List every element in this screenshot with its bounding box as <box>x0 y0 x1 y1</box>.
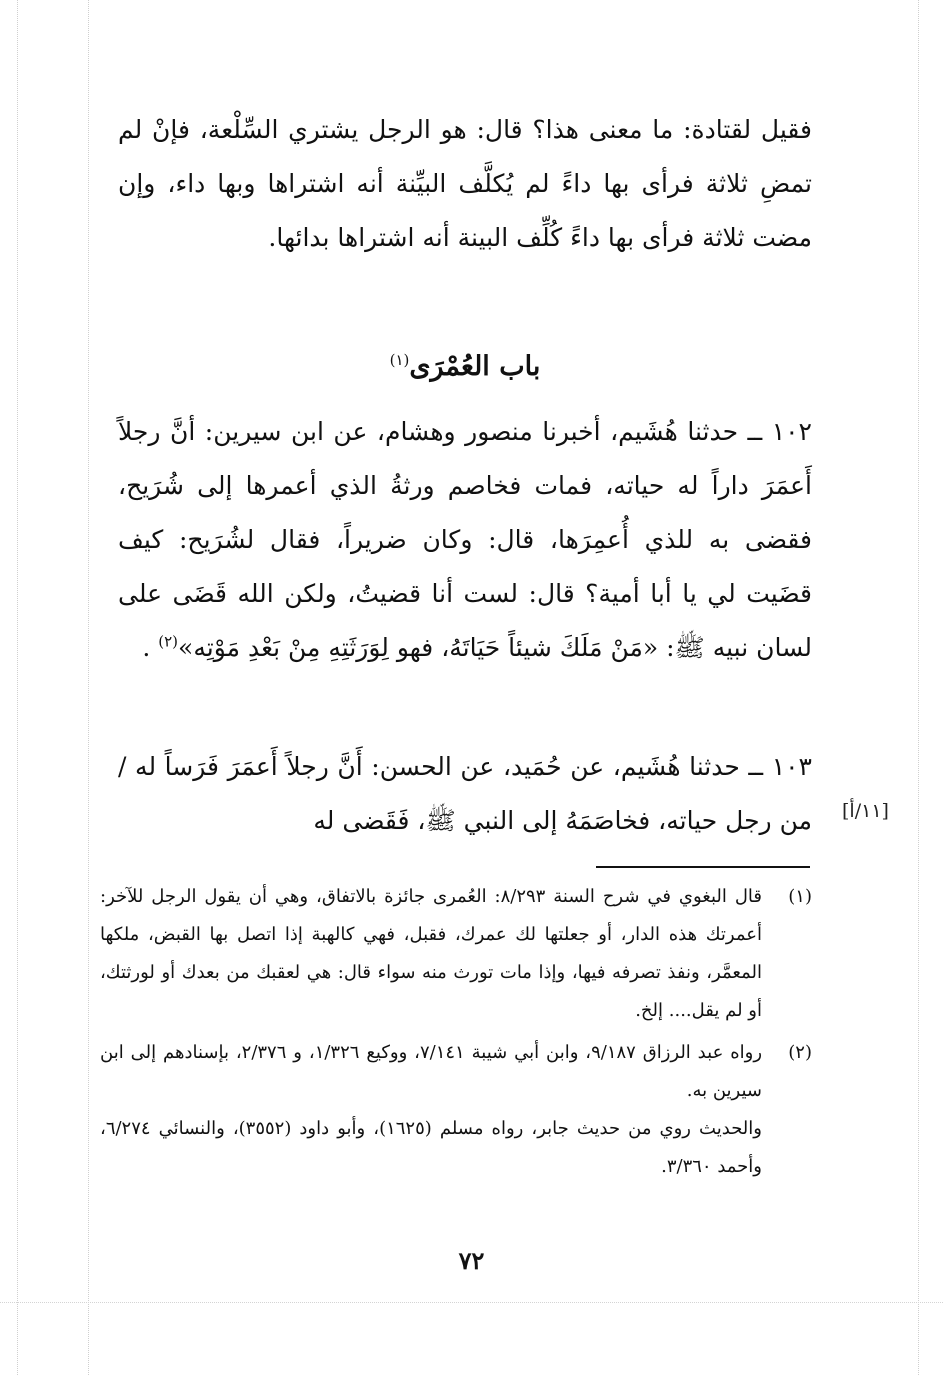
page-number: ٧٢ <box>458 1246 485 1275</box>
opening-paragraph-block <box>118 103 812 265</box>
hadith-102-text: ١٠٢ ــ حدثنا هُشَيم، أخبرنا منصور وهشام، عن ابن سيرين: أنَّ رجلاً أَعمَرَ داراً له حياته، فمات فخاصم ورثةُ الذي أعمرها إلى شُرَيح، فقضى به للذي أُعمِرَها، قال: وكان ضريراً، فقال لشُرَيح: كيف قضَيت لي يا أبا أمية؟ قال: لست أنا قضيتُ، ولكن الله قَضَى على لسان نبيه ﷺ: «مَنْ مَلَكَ شيئاً حَيَاتَهُ، فهو لِوَرَثَتِهِ مِنْ بَعْدِ مَوْتِه» <box>118 417 812 662</box>
guide-line-bottom <box>0 1302 943 1303</box>
guide-line-left-inner <box>88 0 89 1375</box>
footnote-2 <box>100 1034 812 1186</box>
hadith-102-paragraph <box>118 405 812 675</box>
hadith-102-end: . <box>142 633 151 662</box>
hadith-103-block <box>118 740 812 848</box>
footnote-1 <box>100 878 812 1030</box>
footnote-1-number: (١) <box>788 886 812 907</box>
manuscript-folio-note: [١١/أ] <box>842 800 889 822</box>
guide-line-right <box>918 0 919 1375</box>
footnotes <box>100 878 812 1190</box>
footnote-1-text: قال البغوي في شرح السنة ٨/٢٩٣: العُمرى جائزة بالاتفاق، وهي أن يقول الرجل للآخر: أعمرتك هذه الدار، أو جعلتها لك عمرك، فقبل، فهي كالهبة إذا اتصل بها القبض، ملكها المعمَّر، ونفذ تصرفه فيها، وإذا مات تورث منه سواء قال: هي لعقبك من بعدك أو لورثتك، أو لم يقل.... إلخ. <box>100 886 762 1021</box>
footnote-2-number: (٢) <box>788 1042 812 1063</box>
hadith-102-footnote-ref: (٢) <box>158 632 179 651</box>
footnote-2-text-line-2: والحديث روي من حديث جابر، رواه مسلم (١٦٢٥)، وأبو داود (٣٥٥٢)، والنسائي ٦/٢٧٤، وأحمد ٣/٣٦٠. <box>100 1118 762 1177</box>
chapter-heading <box>118 340 812 394</box>
footnote-separator <box>596 866 810 868</box>
chapter-title: باب العُمْرَى <box>409 351 541 382</box>
hadith-102-block <box>118 405 812 675</box>
guide-line-left <box>17 0 18 1375</box>
footnote-2-text-line-1: رواه عبد الرزاق ٩/١٨٧، وابن أبي شيبة ٧/١٤١، ووكيع ١/٣٢٦، و ٢/٣٧٦، بإسنادهم إلى ابن سيرين به. <box>100 1042 763 1101</box>
opening-paragraph: فقيل لقتادة: ما معنى هذا؟ قال: هو الرجل يشتري السِّلْعة، فإنْ لم تمضِ ثلاثة فرأى بها داءً لم يُكلَّف البيِّنة أنه اشتراها وبها داء، وإن مضت ثلاثة فرأى بها داءً كُلِّف البينة أنه اشتراها بدائها. <box>118 115 812 252</box>
hadith-103-paragraph: ١٠٣ ــ حدثنا هُشَيم، عن حُمَيد، عن الحسن: أَنَّ رجلاً أَعمَرَ فَرَساً له / من رجل حياته، فخاصَمَهُ إلى النبي ﷺ، فَقَضى له <box>118 752 812 835</box>
chapter-footnote-ref: (١) <box>389 351 410 369</box>
